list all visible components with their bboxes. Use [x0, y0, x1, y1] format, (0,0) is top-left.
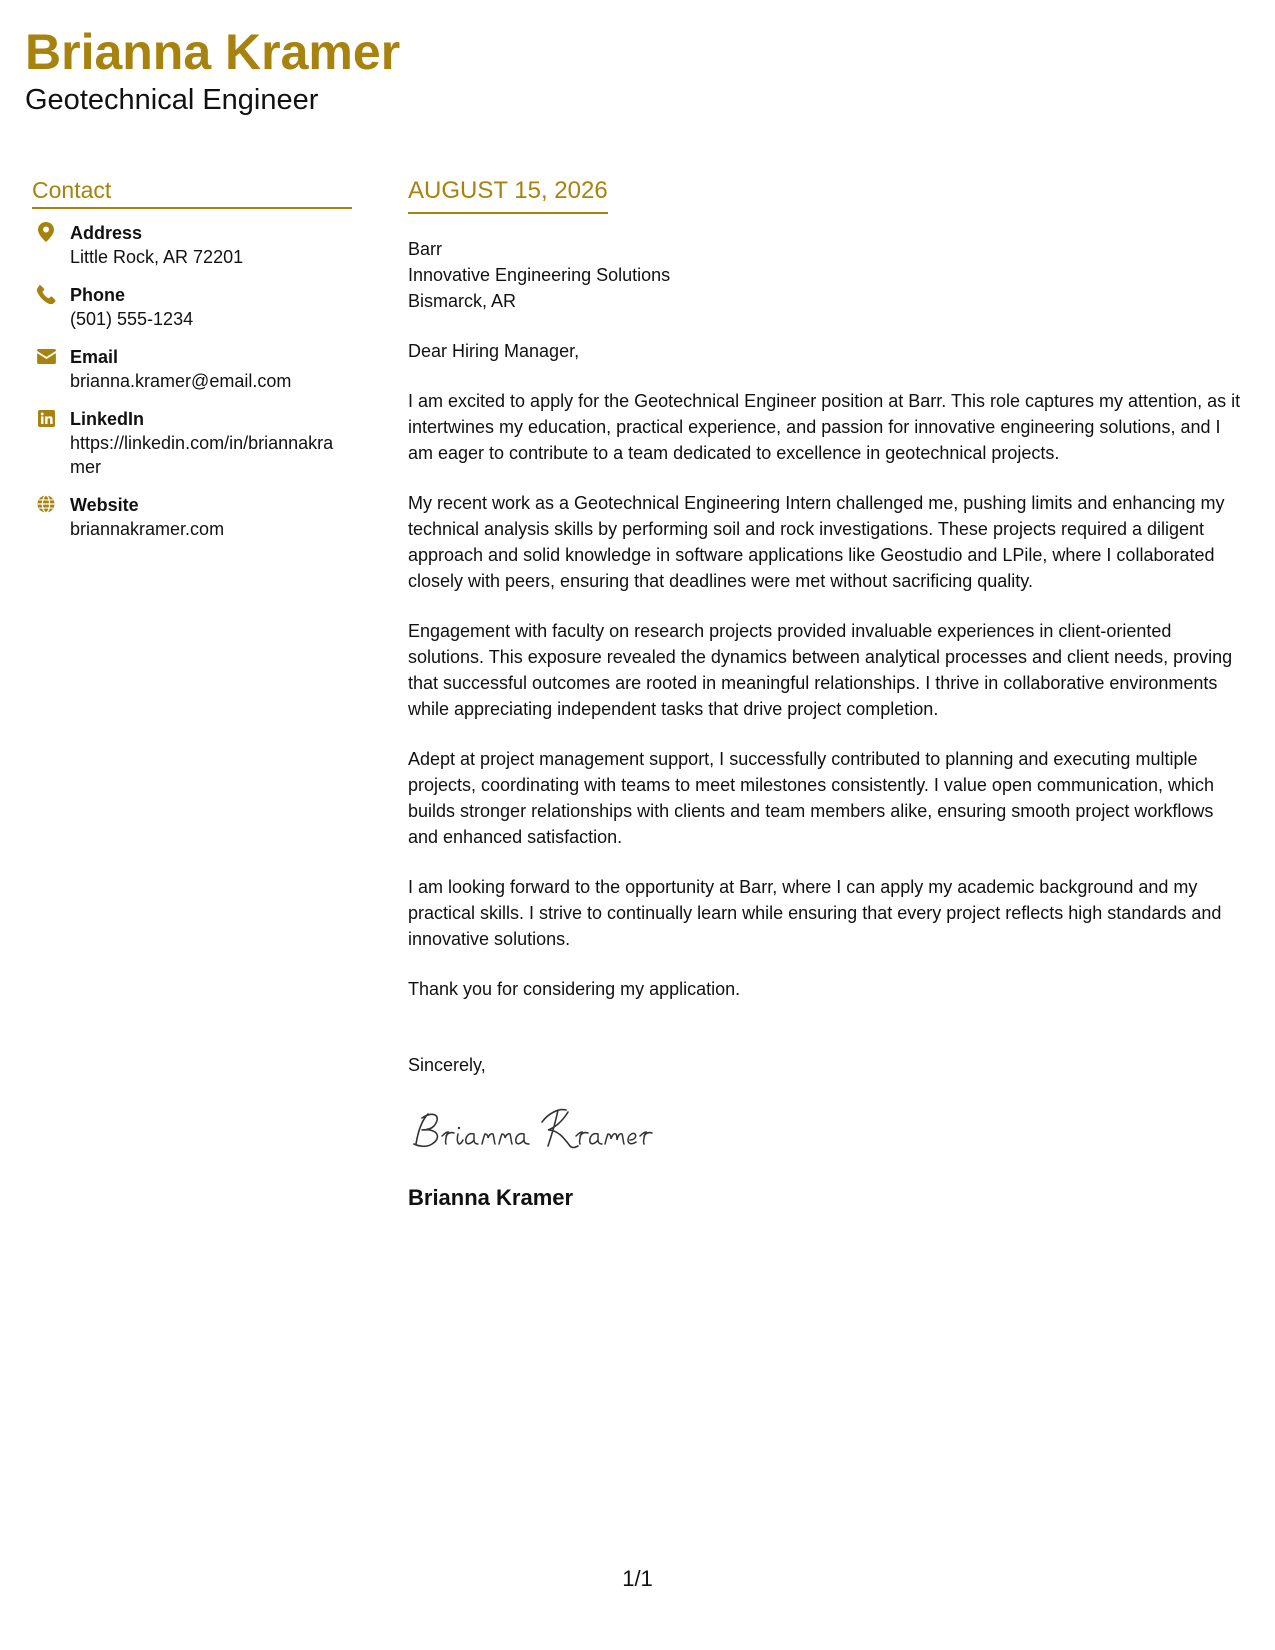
- contact-label: LinkedIn: [70, 409, 145, 429]
- paragraph: Engagement with faculty on research projects provided invaluable experiences in client-oriented solutions. This exposure revealed the dynamics between analytical processes and client needs, proving that successful outcomes are rooted in meaningful relationships. I thrive in collaborative environments while appreciating independent tasks that drive project completion.: [408, 621, 1233, 719]
- page-number: 1/1: [622, 1566, 653, 1591]
- job-title: Geotechnical Engineer: [25, 84, 319, 116]
- closing: Sincerely,: [408, 1055, 486, 1075]
- paragraph: Adept at project management support, I successfully contributed to planning and executing multiple projects, coordinating with teams to meet milestones consistently. I value open communication, which builds stronger relationships with clients and team members alike, ensuring smooth project workflows and enhanced satisfaction.: [408, 749, 1215, 847]
- envelope-icon: [35, 345, 57, 367]
- contact-item-phone: [32, 283, 352, 331]
- recipient-block: [408, 236, 1248, 314]
- address-value: Little Rock, AR 72201: [70, 247, 244, 267]
- contact-item-email: [32, 345, 352, 393]
- phone-value: (501) 555-1234: [70, 309, 194, 329]
- contact-label: Email: [70, 347, 119, 367]
- contact-label: Phone: [70, 285, 126, 305]
- recipient-company: Barr: [408, 239, 443, 259]
- letter-date: AUGUST 15, 2026: [408, 176, 608, 214]
- contact-heading: Contact: [32, 176, 352, 209]
- contact-label: Address: [70, 223, 143, 243]
- linkedin-value: https://linkedin.com/in/briannakramer: [70, 433, 334, 477]
- handwritten-signature: [408, 1100, 1248, 1160]
- contact-item-address: [32, 221, 352, 269]
- salutation: Dear Hiring Manager,: [408, 341, 580, 361]
- website-value: briannakramer.com: [70, 519, 225, 539]
- paragraph: I am looking forward to the opportunity at Barr, where I can apply my academic background and my practical skills. I strive to continually learn while ensuring that every project reflects high standards and innovative solutions.: [408, 877, 1222, 949]
- signer-name: Brianna Kramer: [408, 1185, 574, 1210]
- contact-sidebar: [32, 176, 352, 555]
- map-pin-icon: [35, 221, 57, 243]
- paragraph: My recent work as a Geotechnical Engineering Intern challenged me, pushing limits and enhancing my technical analysis skills by performing soil and rock investigations. These projects required a diligent approach and solid knowledge in software applications like Geostudio and LPile, where I collaborated closely with peers, ensuring that deadlines were met without sacrificing quality.: [408, 493, 1225, 591]
- letter-body: [408, 176, 1248, 1212]
- contact-label: Website: [70, 495, 139, 515]
- contact-item-website: [32, 493, 352, 541]
- globe-icon: [35, 493, 57, 515]
- phone-icon: [35, 283, 57, 305]
- linkedin-icon: [35, 407, 57, 429]
- email-value: brianna.kramer@email.com: [70, 371, 292, 391]
- contact-item-linkedin: [32, 407, 352, 479]
- paragraph: I am excited to apply for the Geotechnical Engineer position at Barr. This role captures my attention, as it intertwines my education, practical experience, and passion for innovative engineering solutions, and I am eager to contribute to a team dedicated to excellence in geotechnical projects.: [408, 391, 1241, 463]
- recipient-department: Innovative Engineering Solutions: [408, 265, 671, 285]
- recipient-location: Bismarck, AR: [408, 291, 517, 311]
- paragraph: Thank you for considering my application.: [408, 979, 741, 999]
- header: [25, 22, 400, 118]
- candidate-name: Brianna Kramer: [25, 24, 401, 80]
